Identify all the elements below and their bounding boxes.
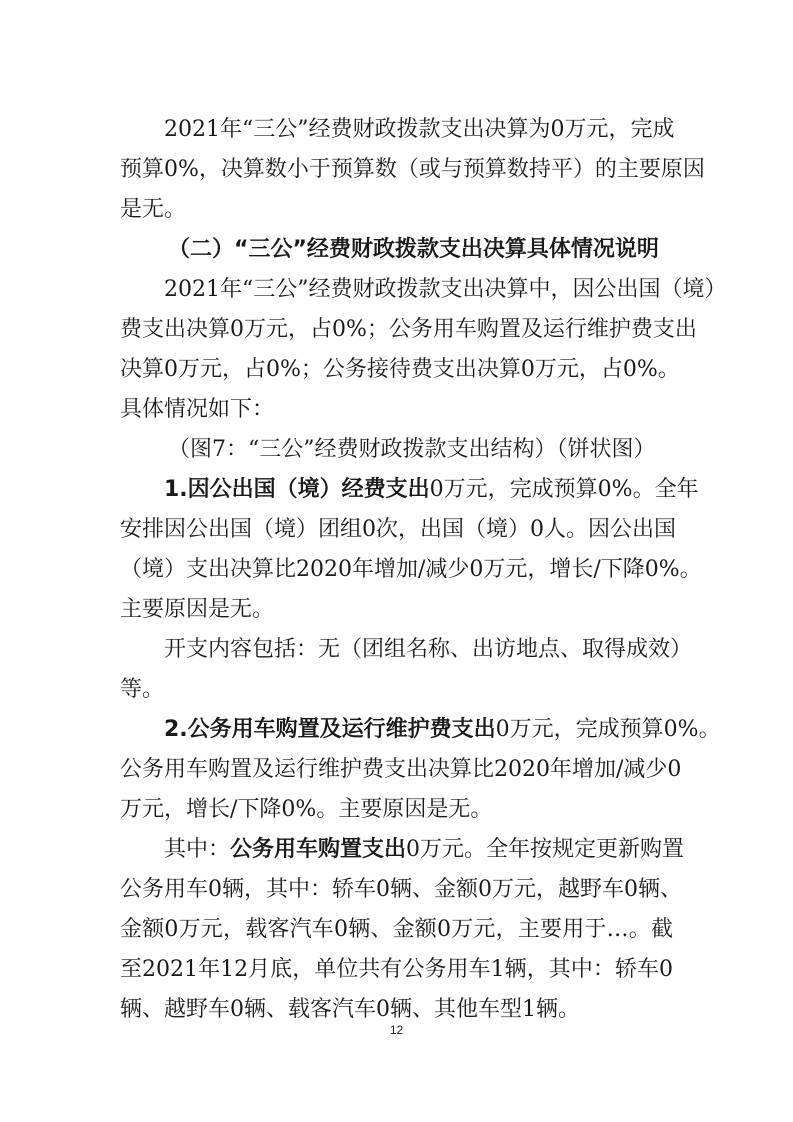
page-number: 12 <box>389 1023 404 1037</box>
figure-caption: （图7：“三公”经费财政拨款支出结构）（饼状图） <box>168 437 656 462</box>
paragraph-line: 主要原因是无。 <box>120 597 275 622</box>
inline-text: 0万元，完成预算0%。全年 <box>429 477 699 502</box>
paragraph-line: 等。 <box>120 677 165 702</box>
paragraph-line: 开支内容包括：无（团组名称、出访地点、取得成效） <box>164 637 693 662</box>
paragraph-line: 预算0%，决算数小于预算数（或与预算数持平）的主要原因 <box>120 157 705 182</box>
paragraph-line <box>164 477 699 503</box>
paragraph-line <box>164 717 721 743</box>
paragraph-line: 金额0万元，载客汽车0辆、金额0万元，主要用于…。截 <box>120 917 673 942</box>
paragraph-line <box>164 837 684 863</box>
subsection-heading: 2.公务用车购置及运行维护费支出 <box>164 717 496 742</box>
paragraph-line: 2021年“三公”经费财政拨款支出决算为0万元，完成 <box>164 117 675 142</box>
paragraph-line: （境）支出决算比2020年增加/减少0万元，增长/下降0%。 <box>120 557 702 582</box>
inline-text: 0万元，完成预算0%。 <box>495 717 721 742</box>
inline-text: 其中： <box>164 837 231 862</box>
paragraph-line: 公务用车购置及运行维护费支出决算比2020年增加/减少0 <box>120 757 682 782</box>
subsection-heading: 1.因公出国（境）经费支出 <box>164 477 430 502</box>
paragraph-line: 2021年“三公”经费财政拨款支出决算中，因公出国（境） <box>164 277 727 302</box>
paragraph-line: 费支出决算0万元，占0%；公务用车购置及运行维护费支出 <box>120 317 697 342</box>
inline-text: 0万元。全年按规定更新购置 <box>406 837 685 862</box>
paragraph-line: 万元，增长/下降0%。主要原因是无。 <box>120 797 493 822</box>
paragraph-line: 至2021年12月底，单位共有公务用车1辆，其中：轿车0 <box>120 957 673 982</box>
paragraph-line: 公务用车0辆，其中：轿车0辆、金额0万元，越野车0辆、 <box>120 877 682 902</box>
paragraph-line: 是无。 <box>120 197 187 222</box>
paragraph-line: 安排因公出国（境）团组0次，出国（境）0人。因公出国 <box>120 517 676 542</box>
section-heading: （二）“三公”经费财政拨款支出决算具体情况说明 <box>168 237 659 262</box>
paragraph-line: 辆、越野车0辆、载客汽车0辆、其他车型1辆。 <box>120 997 580 1022</box>
paragraph-line: 决算0万元，占0%；公务接待费支出决算0万元，占0%。 <box>120 357 680 382</box>
inline-heading: 公务用车购置支出 <box>230 837 407 862</box>
paragraph-line: 具体情况如下： <box>120 397 275 422</box>
